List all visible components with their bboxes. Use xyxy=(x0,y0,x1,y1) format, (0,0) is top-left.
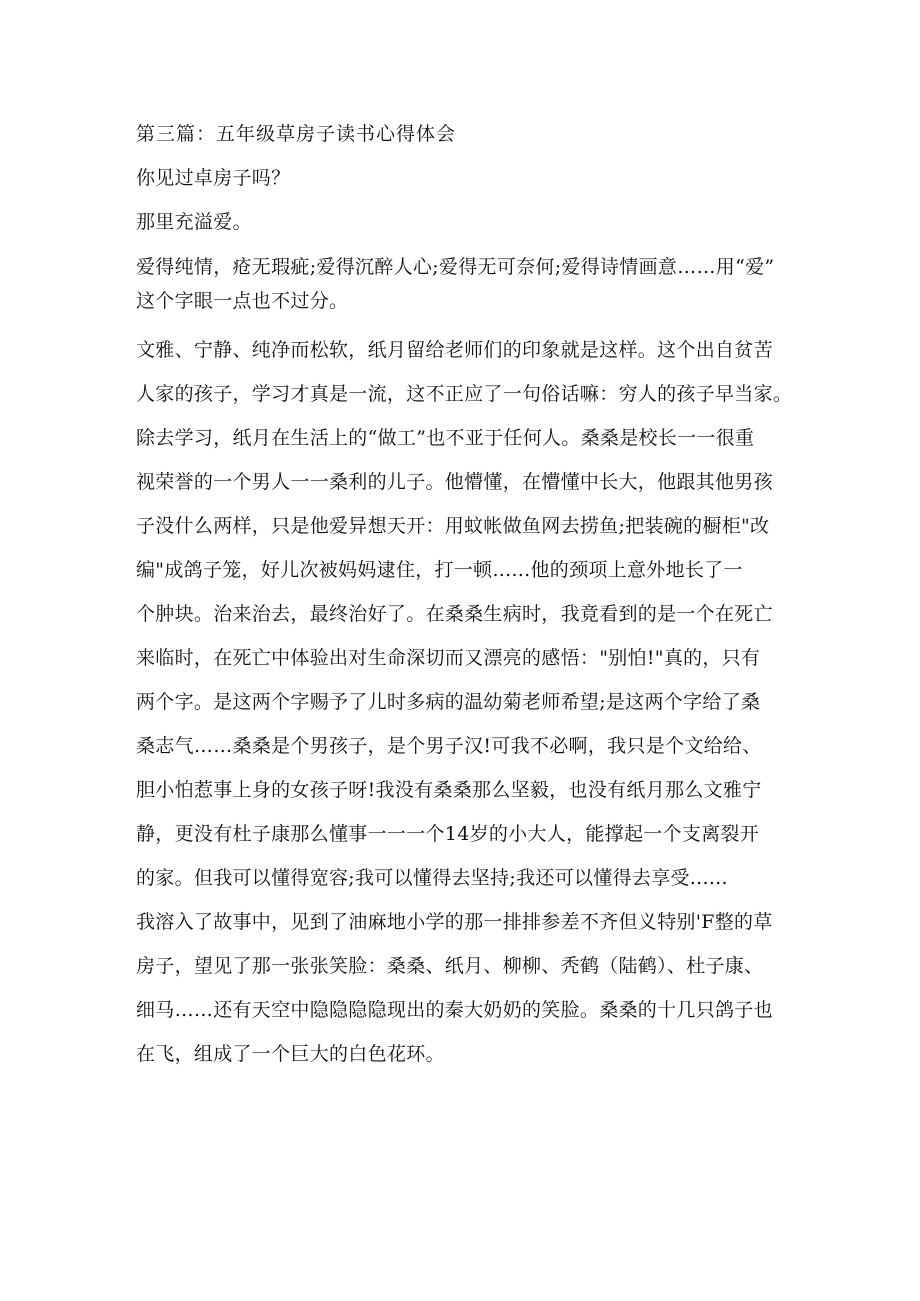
paragraph-line: 文雅、宁静、纯净而松软，纸月留给老师们的印象就是这样。这个出自贫苦 xyxy=(136,339,773,361)
love-line: 那里充溢爱。 xyxy=(136,211,252,233)
paragraph-line: 这个字眼一点也不过分。 xyxy=(136,290,349,312)
document-title: 第三篇：五年级草房子读书心得体会 xyxy=(136,123,457,145)
paragraph-line: 子没什么两样，只是他爱异想天开：用蚊帐做鱼网去捞鱼;把装碗的橱柜"改 xyxy=(136,515,770,537)
paragraph-line: 的家。但我可以懂得宽容;我可以懂得去坚持;我还可以懂得去享受...... xyxy=(136,867,728,889)
paragraph-line: 视荣誉的一个男人一一桑利的儿子。他懵懂，在懵懂中长大，他跟其他男孩 xyxy=(136,471,773,493)
document-body xyxy=(136,112,796,1076)
paragraph-line: 来临时，在死亡中体验出对生命深切而又漂亮的感悟："别怕!"真的，只有 xyxy=(136,647,761,669)
paragraph-line: 房子，望见了那一张张笑脸：桑桑、纸月、柳柳、秃鹤（陆鹤）、杜子康、 xyxy=(136,955,764,977)
paragraph-line: 细马……还有天空中隐隐隐隐现出的秦大奶奶的笑脸。桑桑的十几只鸽子也 xyxy=(136,999,773,1021)
paragraph-line: 两个字。是这两个字赐予了儿时多病的温幼菊老师希望;是这两个字给了桑 xyxy=(136,691,761,713)
question-line: 你见过卓房子吗？ xyxy=(136,167,291,189)
paragraph-line: 除去学习，纸月在生活上的“做工”也不亚于任何人。桑桑是校长一一很重 xyxy=(136,427,755,449)
paragraph-line: 编"成鸽子笼，好儿次被妈妈逮住，打一顿......他的颈项上意外地长了一 xyxy=(136,559,743,581)
paragraph-1 xyxy=(136,250,796,318)
paragraph-2 xyxy=(136,328,796,900)
paragraph-line: 桑志气……桑桑是个男孩子，是个男子汉!可我不必啊，我只是个文给给、 xyxy=(136,735,762,757)
paragraph-line: 人家的孩子，学习才真是一流，这不正应了一句俗话嘛：穷人的孩子早当家。 xyxy=(136,383,793,405)
paragraph-line: 个肿块。治来治去，最终治好了。在桑桑生病时，我竟看到的是一个在死亡 xyxy=(136,603,773,625)
paragraph-line: 我溶入了故事中，见到了油麻地小学的那一排排参差不齐但义特别'F整的草 xyxy=(136,911,773,933)
paragraph-line: 静，更没有杜子康那么懂事一一一个14岁的小大人，能撑起一个支离裂开 xyxy=(136,823,760,845)
paragraph-line: 胆小怕惹事上身的女孩子呀!我没有桑桑那么坚毅，也没有纸月那么文雅宁 xyxy=(136,779,762,801)
paragraph-line: 在飞，组成了一个巨大的白色花环。 xyxy=(136,1043,445,1065)
paragraph-3 xyxy=(136,900,796,1076)
paragraph-line: 爱得纯情，疮无瑕疵;爱得沉醉人心;爱得无可奈何;爱得诗情画意……用“爱” xyxy=(136,256,775,278)
